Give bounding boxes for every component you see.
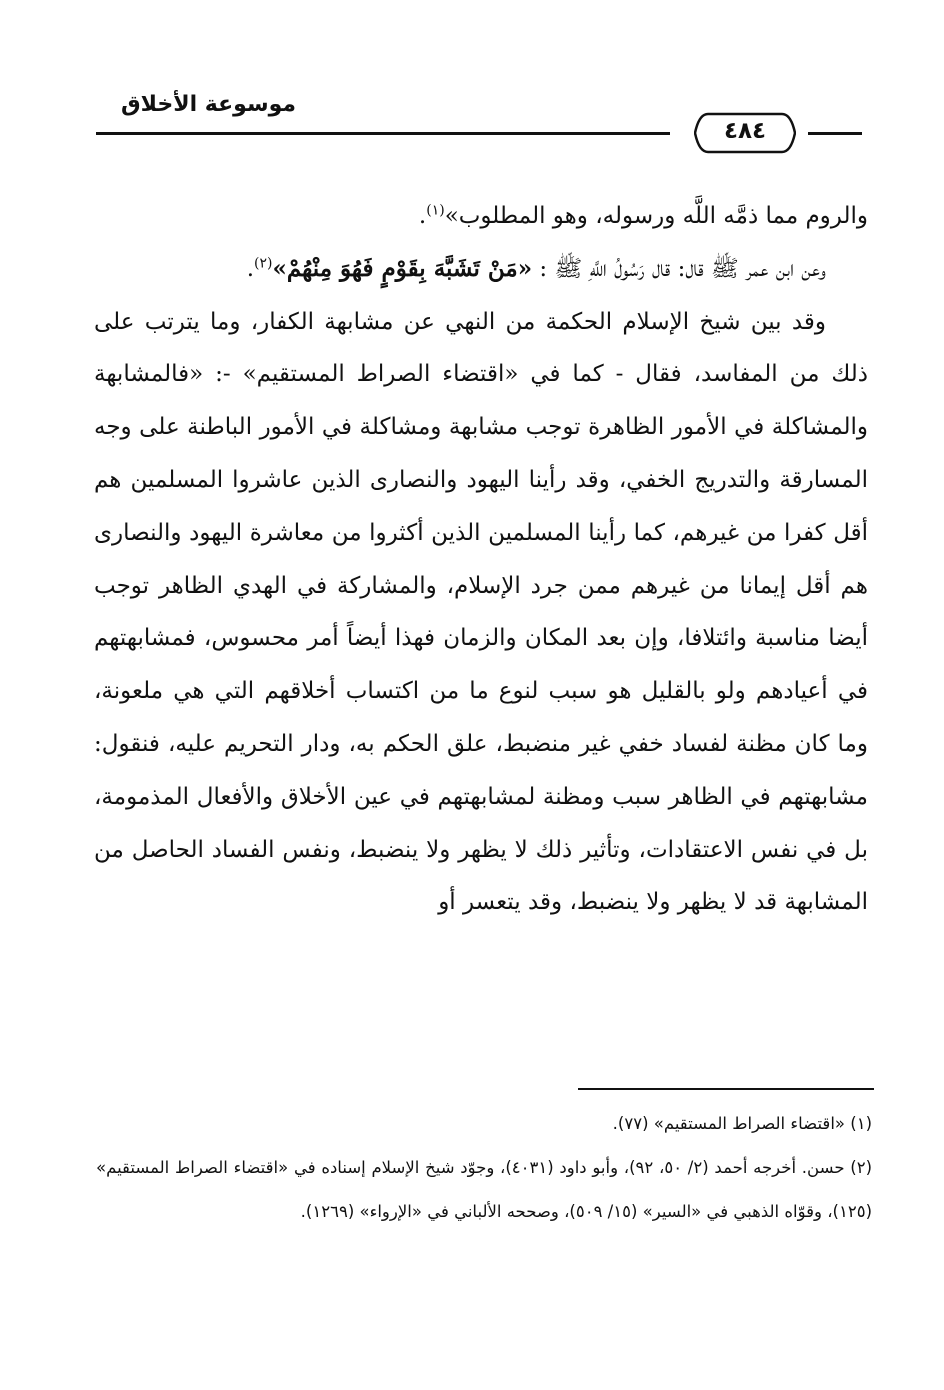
paragraph-2 bbox=[94, 243, 868, 296]
page-number: ٤٨٤ bbox=[723, 118, 767, 144]
paragraph-2-end: . bbox=[246, 255, 255, 282]
footnote-ref-1: (١) bbox=[426, 202, 445, 219]
page-number-frame bbox=[694, 112, 796, 154]
footnotes bbox=[96, 1102, 872, 1234]
header-rule-right bbox=[808, 132, 862, 135]
paragraph-3: وقد بين شيخ الإسلام الحكمة من النهي عن مشابهة الكفار، وما يترتب على ذلك من المفاسد، فقال - كما في «اقتضاء الصراط المستقيم» -: «فالمشابهة والمشاكلة في الأمور الظاهرة توجب مشابهة ومشاكلة في الأمور الباطنة على وجه المسارقة والتدريج الخفي، وقد رأينا اليهود والنصارى الذين عاشروا المسلمين هم أقل كفرا من غيرهم، كما رأينا المسلمين الذين أكثروا من معاشرة اليهود والنصارى هم أقل إيمانا من غيرهم ممن جرد الإسلام، والمشاركة في الهدي الظاهر توجب أيضا مناسبة وائتلافا، وإن بعد المكان والزمان فهذا أيضاً أمر محسوس، فمشابهتهم في أعيادهم ولو بالقليل هو سبب لنوع ما من اكتساب أخلاقهم التي هي ملعونة، وما كان مظنة لفساد خفي غير منضبط، علق الحكم به، ودار التحريم عليه، فنقول: مشابهتهم في الظاهر سبب ومظنة لمشابهتهم في عين الأخلاق والأفعال المذمومة، بل في نفس الاعتقادات، وتأثير ذلك لا يظهر ولا ينضبط، ونفس الفساد الحاصل من المشابهة قد لا يظهر ولا ينضبط، وقد يتعسر أو bbox=[94, 308, 868, 916]
paragraph-1 bbox=[94, 190, 868, 243]
footnote-separator bbox=[578, 1088, 874, 1090]
footnote-2: (٢) حسن. أخرجه أحمد (٢/ ٥٠، ٩٢)، وأبو داود (٤٠٣١)، وجوّد شيخ الإسلام إسناده في «اقتضاء الصراط المستقيم» (١٢٥)، وقوّاه الذهبي في «السير» (١٥/ ٥٠٩)، وصححه الألباني في «الإرواء» (١٢٦٩). bbox=[96, 1158, 872, 1221]
header-rule-left bbox=[96, 132, 670, 135]
main-text bbox=[94, 190, 868, 929]
page-header bbox=[96, 84, 862, 154]
hadith-quote: «مَنْ تَشَبَّهَ بِقَوْمٍ فَهُوَ مِنْهُمْ» bbox=[272, 254, 533, 282]
paragraph-1-text: والروم مما ذمَّه اللَّه ورسوله، وهو المطلوب» bbox=[444, 203, 868, 229]
book-title: موسوعة الأخلاق bbox=[120, 92, 296, 117]
footnote-1: (١) «اقتضاء الصراط المستقيم» (٧٧). bbox=[612, 1114, 872, 1133]
paragraph-2-text: وعن ابن عمر ﷺ قال: قال رَسُولُ اللَّهِ ﷺ : bbox=[532, 255, 826, 282]
paragraph-1-end: . bbox=[418, 203, 427, 229]
footnote-ref-2: (٢) bbox=[254, 255, 273, 272]
